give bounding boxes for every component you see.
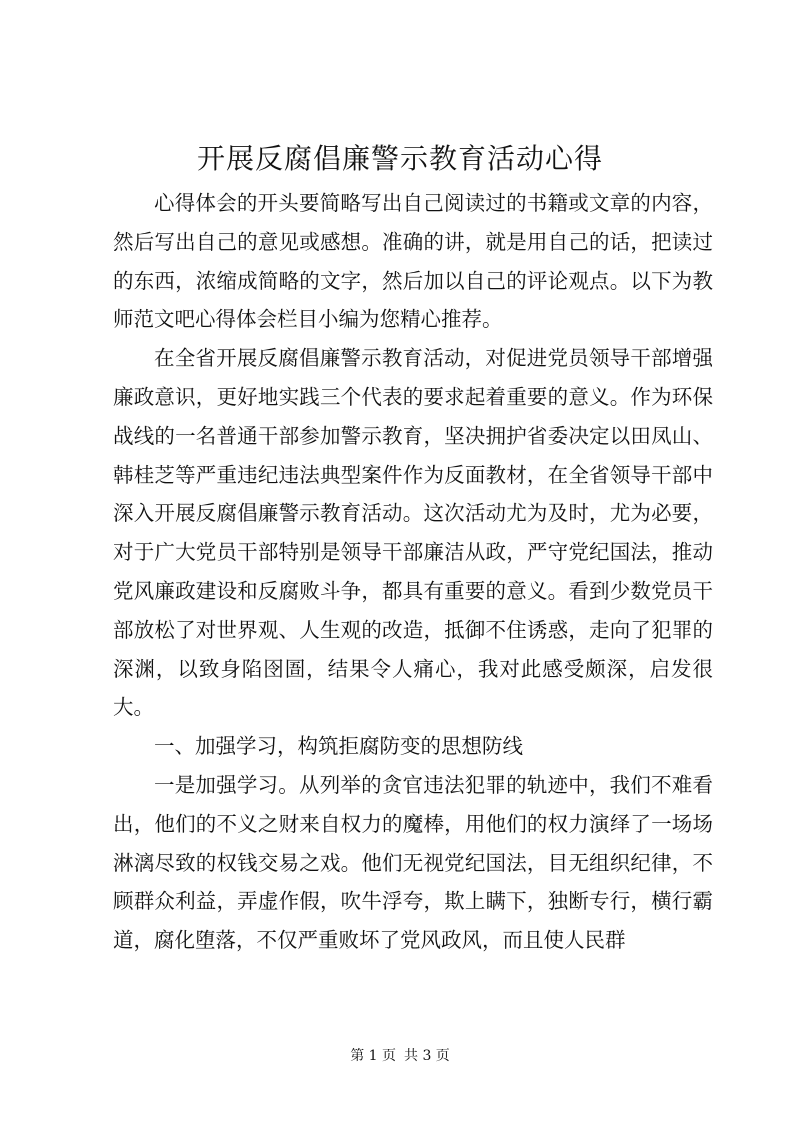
- body-paragraph: 一是加强学习。从列举的贪官违法犯罪的轨迹中，我们不难看出，他们的不义之财来自权力的魔棒，用他们的权力演绎了一场场淋漓尽致的权钱交易之戏。他们无视党纪国法，目无组织纪律，不顾群众利益，弄虚作假，吹牛浮夸，欺上瞒下，独断专行，横行霸道，腐化堕落，不仅严重败坏了党风政风，而且使人民群: [113, 772, 713, 953]
- page-total: 共 3 页: [404, 1048, 450, 1064]
- page-footer: [0, 1046, 800, 1066]
- body-paragraph: 在全省开展反腐倡廉警示教育活动，对促进党员领导干部增强廉政意识，更好地实践三个代表的要求起着重要的意义。作为环保战线的一名普通干部参加警示教育，坚决拥护省委决定以田凤山、韩桂芝等严重违纪违法典型案件作为反面教材，在全省领导干部中深入开展反腐倡廉警示教育活动。这次活动尤为及时，尤为必要，对于广大党员干部特别是领导干部廉洁从政，严守党纪国法，推动党风廉政建设和反腐败斗争，都具有重要的意义。看到少数党员干部放松了对世界观、人生观的改造，抵御不住诱惑，走向了犯罪的深渊，以致身陷囹圄，结果令人痛心，我对此感受颇深，启发很大。: [113, 346, 713, 720]
- document-body: [113, 184, 713, 960]
- page-number: 第 1 页: [350, 1048, 396, 1064]
- intro-paragraph: 心得体会的开头要简略写出自己阅读过的书籍或文章的内容，然后写出自己的意见或感想。准确的讲，就是用自己的话，把读过的东西，浓缩成简略的文字，然后加以自己的评论观点。以下为教师范文吧心得体会栏目小编为您精心推荐。: [113, 191, 713, 332]
- section-heading: 一、加强学习，构筑拒腐防变的思想防线: [154, 734, 523, 759]
- document-title: 开展反腐倡廉警示教育活动心得: [196, 142, 603, 175]
